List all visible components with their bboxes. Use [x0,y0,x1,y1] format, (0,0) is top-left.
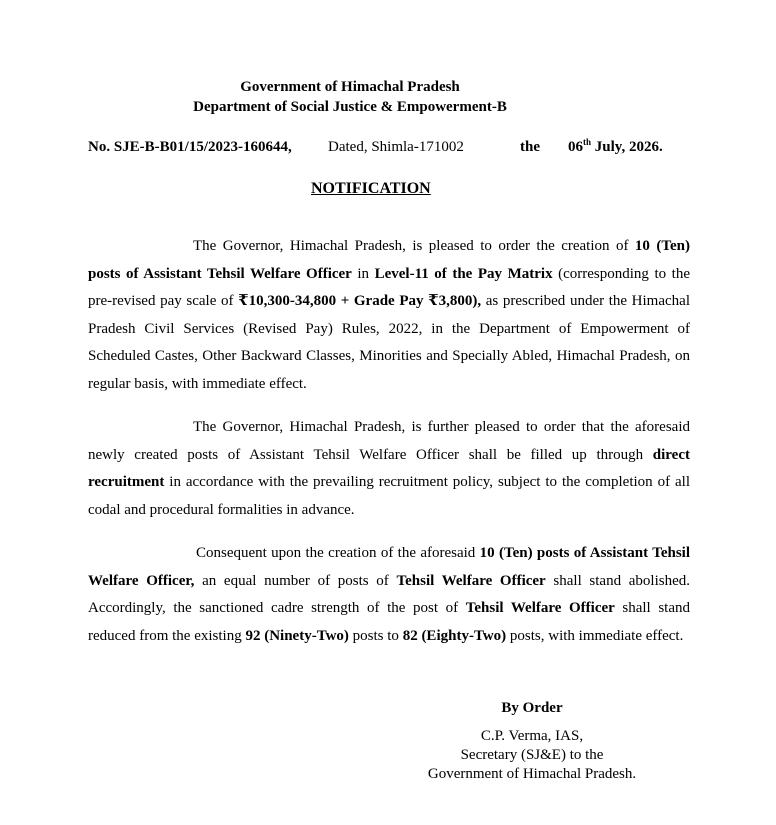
signatory-government: Government of Himachal Pradesh. [427,766,637,782]
p1-bold-2: Level-11 of the Pay Matrix [374,265,553,282]
p3-bold-1: 10 (Ten) posts of Assistant Tehsil Welfare Officer, [88,545,690,589]
reference-date [568,137,663,157]
p1-text-3: (corresponding to the pre-revised pay scale of [88,265,691,310]
p2-text-1: The Governor, Himachal Pradesh, is further pleased to order that the aforesaid newly created posts of Assistant Tehsil Welfare Officer shall be filled up through [88,419,690,463]
p3-bold-2: Tehsil Welfare Officer [396,572,546,589]
department-heading: Department of Social Justice & Empowerment-B [193,99,507,115]
signatory-designation: Secretary (SJ&E) to the [460,747,604,763]
date-rest: July, 2026. [591,139,663,155]
by-order: By Order [501,700,563,716]
p3-text-5: posts to [348,627,403,644]
p2-text-2: in accordance with the prevailing recruitment policy, subject to the completion of all codal and procedural formalities in advance. [88,474,690,518]
reference-number: No. SJE-B-B01/15/2023-160644, [88,139,292,155]
p1-bold-3: ₹10,300-34,800 + Grade Pay ₹3,800), [238,293,482,310]
p3-text-3: shall stand abolished. Accordingly, the sanctioned cadre strength of the post of [88,572,690,617]
date-suffix: th [583,137,592,147]
date-day: 06 [568,139,583,155]
paragraph-1 [88,233,690,399]
paragraph-2 [88,414,690,524]
govt-heading: Government of Himachal Pradesh [240,79,460,95]
signatory-name: C.P. Verma, IAS, [480,728,584,744]
reference-the: the [520,139,540,155]
p3-text-4: shall stand reduced from the existing [88,600,690,644]
p1-text-4: as prescribed under the Himachal Pradesh Civil Services (Revised Pay) Rules, 2022, in the Department of Empowerment of Scheduled Castes, Other Backward Classes, Minorities and Specially Abled, Himachal Pradesh, on regular basis, with immediate effect. [88,293,690,392]
p3-bold-4: 92 (Ninety-Two) [245,627,349,644]
p3-bold-5: 82 (Eighty-Two) [402,627,507,644]
p3-text-1: Consequent upon the creation of the aforesaid [196,545,480,561]
p3-bold-3: Tehsil Welfare Officer [465,600,615,617]
paragraph-3 [88,540,690,650]
p1-bold-1: 10 (Ten) posts of Assistant Tehsil Welfare Officer [88,238,690,282]
p3-text-6: posts, with immediate effect. [506,627,684,644]
p3-text-2: an equal number of posts of [194,572,397,589]
reference-dated-place: Dated, Shimla-171002 [328,139,464,155]
p2-bold-1: direct recruitment [88,446,690,491]
document-header [0,77,700,117]
p1-text-2: in [351,265,375,282]
notification-title: NOTIFICATION [311,180,431,197]
p1-text-1: The Governor, Himachal Pradesh, is pleased to order the creation of [193,238,635,254]
